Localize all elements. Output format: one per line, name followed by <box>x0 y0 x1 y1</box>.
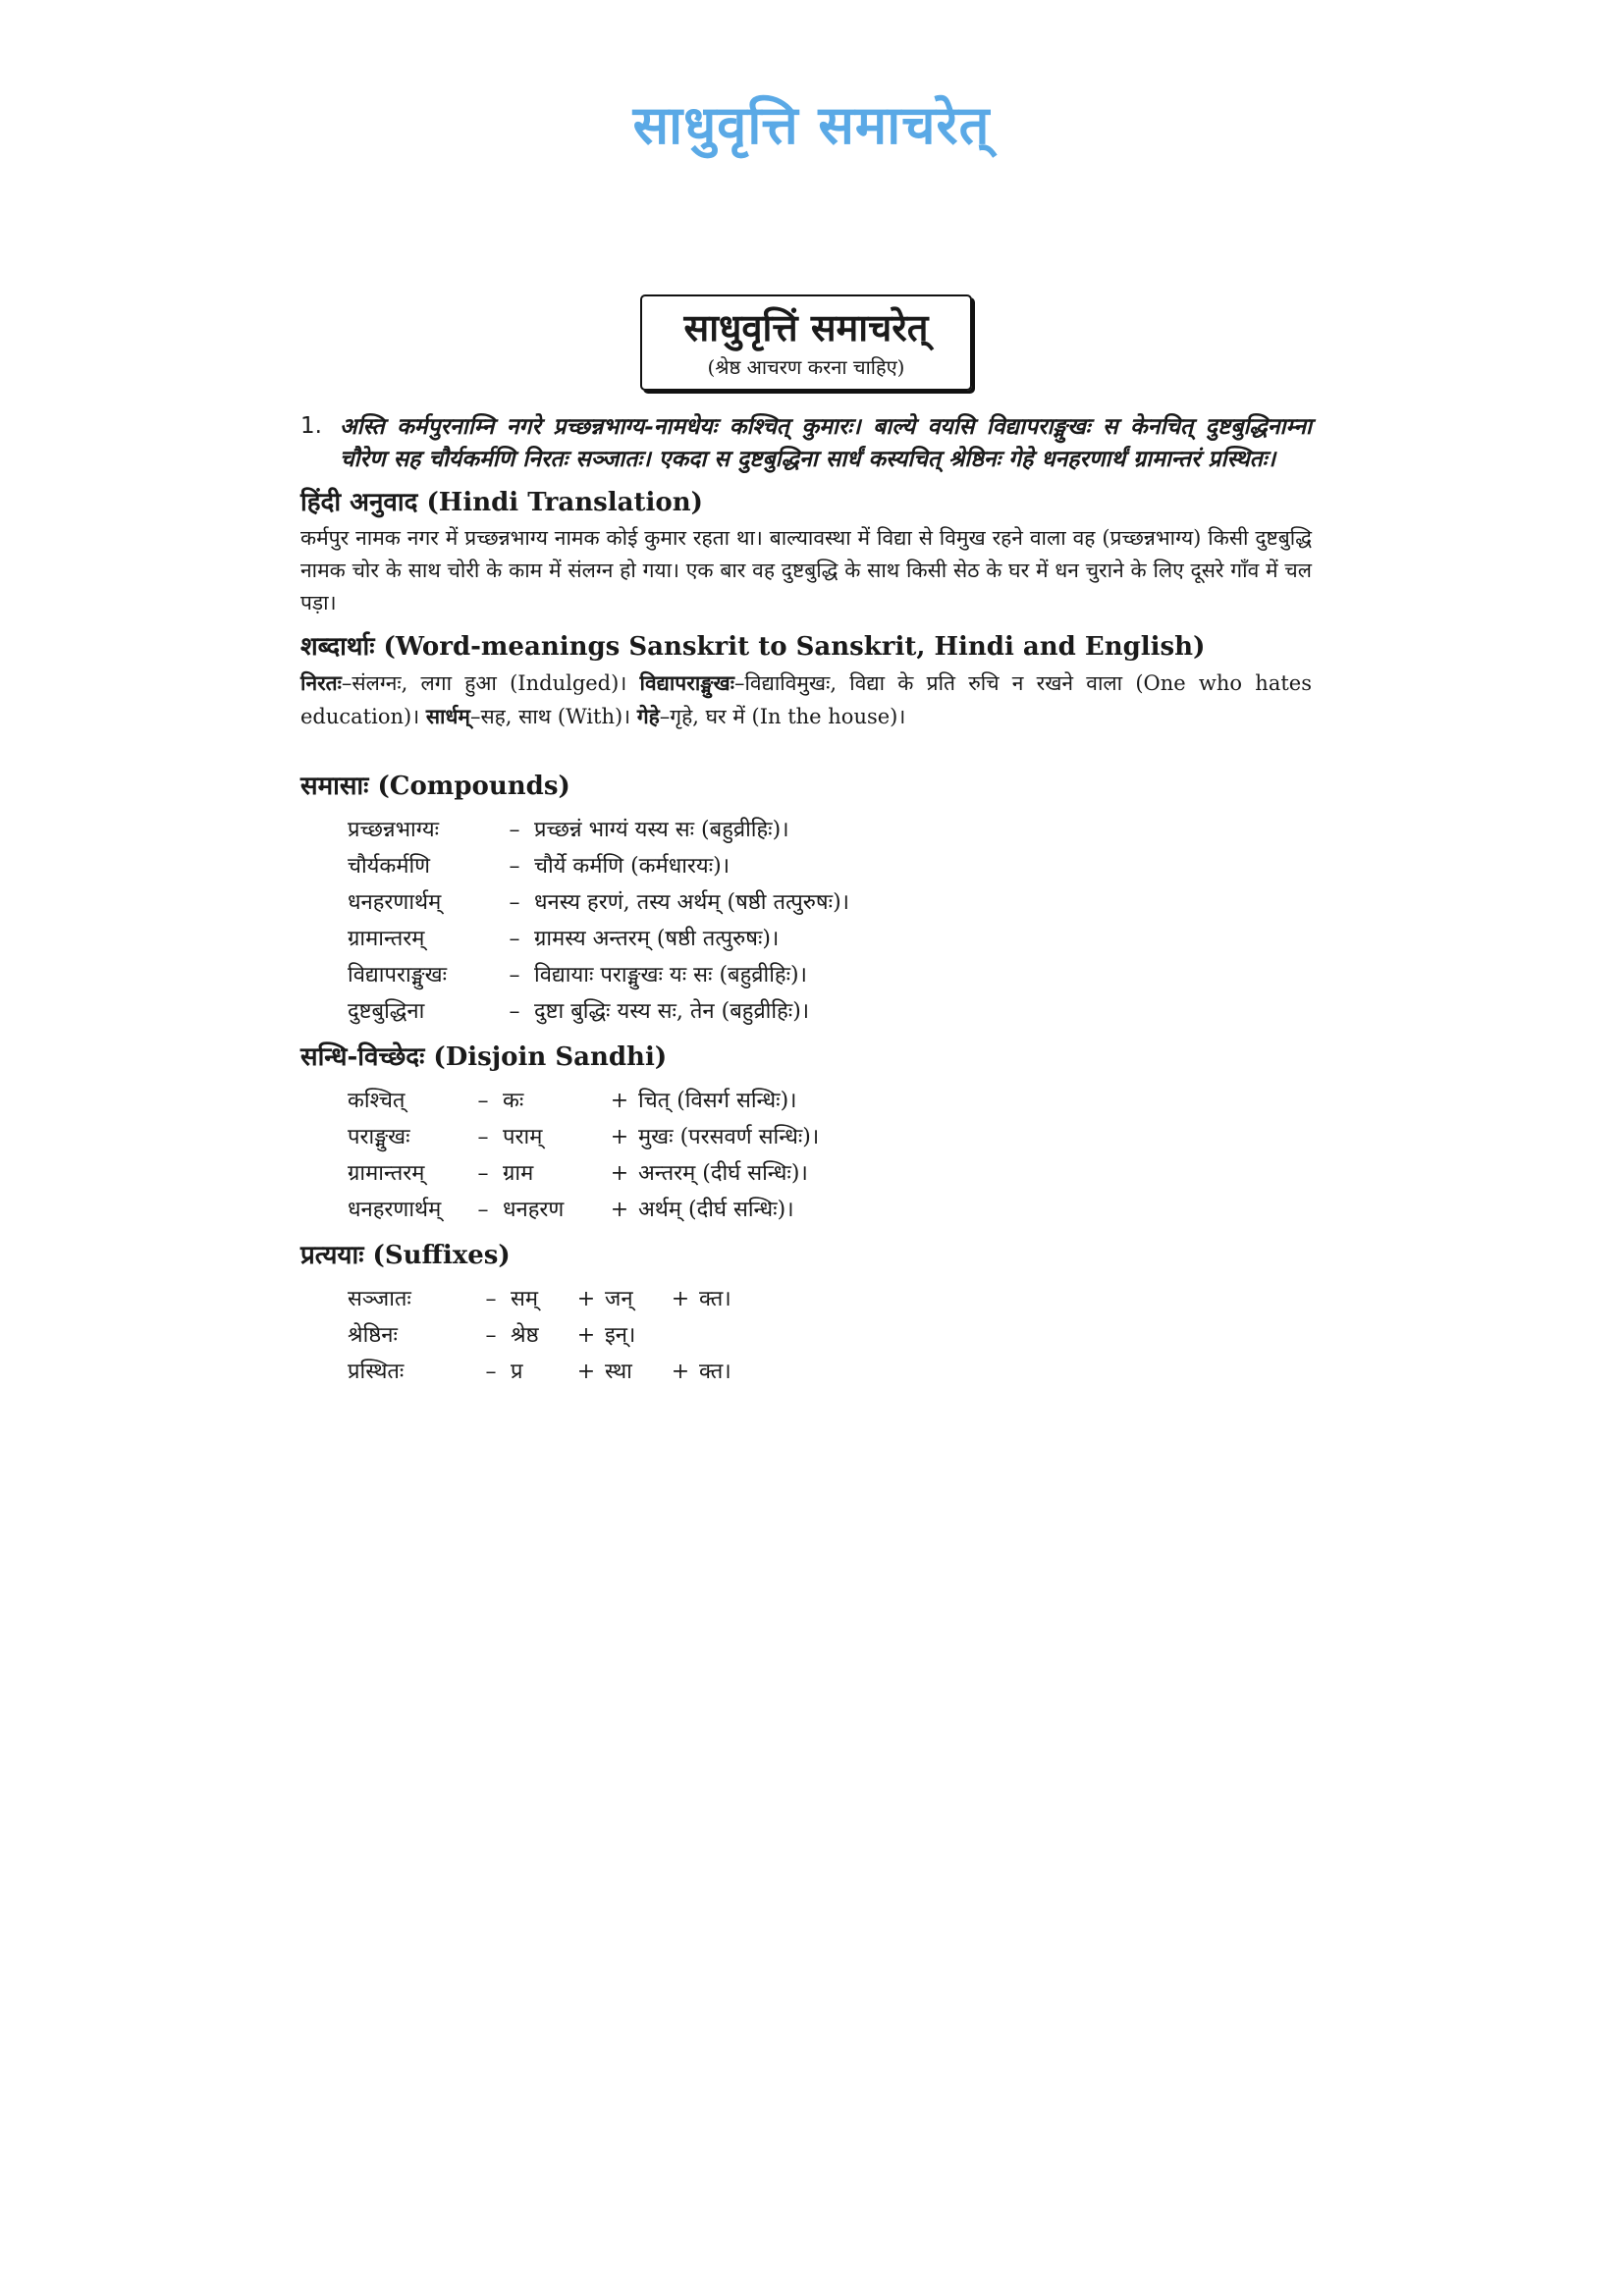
compound-row <box>348 957 1312 993</box>
word-meanings-heading: शब्दार्थाः (Word-meanings Sanskrit to Sanskrit, Hindi and English) <box>300 632 1206 662</box>
suffix-part-c: क्त। <box>699 1287 731 1311</box>
plus-sign: + <box>610 1161 629 1186</box>
suffix-term: प्रस्थितः <box>348 1360 405 1384</box>
dash: – <box>477 1125 489 1149</box>
word-meanings-text <box>300 667 1312 733</box>
sandhi-part-b: मुखः (परसवर्ण सन्धिः)। <box>638 1125 820 1149</box>
sandhi-row <box>348 1083 1312 1119</box>
plus-sign: + <box>610 1089 629 1113</box>
word-term: सार्धम् <box>425 704 470 728</box>
plus-sign: + <box>576 1323 596 1348</box>
compound-term: दुष्टबुद्धिना <box>348 999 425 1024</box>
suffix-term: सञ्जातः <box>348 1287 411 1311</box>
dash: – <box>485 1287 497 1311</box>
sandhi-part-b: चित् (विसर्ग सन्धिः)। <box>638 1089 797 1113</box>
suffixes-list <box>348 1281 1312 1390</box>
sandhi-part-b: अन्तरम् (दीर्घ सन्धिः)। <box>638 1161 808 1186</box>
word-meaning: –गृहे, घर में (In the house)। <box>659 705 906 728</box>
sandhi-row <box>348 1119 1312 1155</box>
translation-text: कर्मपुर नामक नगर में प्रच्छन्नभाग्य नामक कोई कुमार रहता था। बाल्यावस्था में विद्या से विमुख रहने वाला वह (प्रच्छन्नभाग्य) किसी दुष्टबुद्धि नामक चोर के साथ चोरी के काम में संलग्न हो गया। एक बार वह दुष्टबुद्धि के साथ किसी सेठ के घर में धन चुराने के लिए दूसरे गाँव में चल पड़ा। <box>300 526 1312 614</box>
sandhi-term: ग्रामान्तरम् <box>348 1161 425 1186</box>
plus-sign: + <box>671 1360 690 1384</box>
verse-text: अस्ति कर्मपुरनाम्नि नगरे प्रच्छन्नभाग्य-नामधेयः कश्चित् कुमारः। बाल्ये वयसि विद्यापराङ्मुखः स केनचित् दुष्टबुद्धिनाम्ना चौरेण सह चौर्यकर्मणि निरतः सञ्जातः। एकदा स दुष्टबुद्धिना सार्धं कस्यचित् श्रेष्ठिनः गेहे धनहरणार्थं ग्रामान्तरं प्रस्थितः। <box>340 413 1312 472</box>
dash: – <box>477 1198 489 1222</box>
word-term: निरतः <box>300 670 342 695</box>
lesson-title: साधुवृत्तिं समाचरेत् <box>683 305 929 349</box>
plus-sign: + <box>576 1360 596 1384</box>
compound-term: विद्यापराङ्मुखः <box>348 963 448 988</box>
word-term: गेहे <box>636 704 660 728</box>
suffix-part-c: क्त। <box>699 1360 731 1384</box>
sandhi-part-a: ग्राम <box>503 1161 534 1186</box>
suffix-part-a: सम् <box>511 1287 539 1311</box>
dash: – <box>477 1089 489 1113</box>
lesson-subtitle: (श्रेष्ठ आचरण करना चाहिए) <box>707 355 905 379</box>
verse-block <box>300 410 1312 475</box>
word-meaning: –संलग्नः, लगा हुआ (Indulged)। <box>341 671 627 695</box>
lesson-content <box>300 294 1312 1390</box>
plus-sign: + <box>610 1198 629 1222</box>
compound-row <box>348 993 1312 1030</box>
suffix-part-b: स्था <box>605 1360 632 1384</box>
compound-term: चौर्यकर्मणि <box>348 854 431 879</box>
sandhi-part-a: धनहरण <box>503 1198 565 1222</box>
compounds-heading: समासाः (Compounds) <box>300 772 570 801</box>
word-meaning: –विद्याविमुखः, विद्या के प्रति रुचि न रखने वाला (One who hates education)। <box>300 671 1312 728</box>
compound-definition: विद्यायाः पराङ्मुखः यः सः (बहुव्रीहिः)। <box>534 963 807 988</box>
suffix-part-b: इन्। <box>605 1323 636 1348</box>
sandhi-part-b: अर्थम् (दीर्घ सन्धिः)। <box>638 1198 794 1222</box>
compound-row <box>348 848 1312 884</box>
plus-sign <box>662 1317 699 1354</box>
suffix-part-a: प्र <box>511 1360 523 1384</box>
sandhi-row <box>348 1192 1312 1228</box>
compound-definition: दुष्टा बुद्धिः यस्य सः, तेन (बहुव्रीहिः)। <box>534 999 810 1024</box>
sandhi-row <box>348 1155 1312 1192</box>
lesson-title-box <box>640 294 972 391</box>
compound-row <box>348 884 1312 921</box>
word-term: विद्यापराङ्मुखः <box>639 670 734 695</box>
page-heading: साधुवृत्ति समाचरेत् <box>632 94 991 156</box>
compounds-list <box>348 812 1312 1030</box>
dash: – <box>509 927 520 951</box>
sandhi-term: पराङ्मुखः <box>348 1125 410 1149</box>
compound-row <box>348 921 1312 957</box>
plus-sign: + <box>576 1287 596 1311</box>
dash: – <box>509 854 520 879</box>
compound-term: ग्रामान्तरम् <box>348 927 425 951</box>
dash: – <box>485 1323 497 1348</box>
word-meaning: –सह, साथ (With)। <box>469 705 631 728</box>
dash: – <box>509 890 520 915</box>
sandhi-term: धनहरणार्थम् <box>348 1198 442 1222</box>
dash: – <box>509 818 520 842</box>
sandhi-term: कश्चित् <box>348 1089 406 1113</box>
compound-term: धनहरणार्थम् <box>348 890 442 915</box>
compound-definition: ग्रामस्य अन्तरम् (षष्ठी तत्पुरुषः)। <box>534 927 780 951</box>
compound-definition: चौर्ये कर्मणि (कर्मधारयः)। <box>534 854 730 879</box>
dash: – <box>485 1360 497 1384</box>
plus-sign: + <box>610 1125 629 1149</box>
dash: – <box>509 999 520 1024</box>
suffix-part-a: श्रेष्ठ <box>511 1323 539 1348</box>
suffix-term: श्रेष्ठिनः <box>348 1323 398 1348</box>
suffix-row <box>348 1281 1312 1317</box>
sandhi-heading: सन्धि-विच्छेदः (Disjoin Sandhi) <box>300 1042 668 1072</box>
sandhi-part-a: कः <box>503 1089 524 1113</box>
compound-definition: प्रच्छन्नं भाग्यं यस्य सः (बहुव्रीहिः)। <box>534 818 789 842</box>
sandhi-list <box>348 1083 1312 1228</box>
sandhi-part-a: पराम् <box>503 1125 543 1149</box>
dash: – <box>477 1161 489 1186</box>
verse-number: 1. <box>300 413 322 439</box>
suffix-row <box>348 1317 1312 1354</box>
suffix-part-b: जन् <box>605 1287 633 1311</box>
dash: – <box>509 963 520 988</box>
suffix-row <box>348 1354 1312 1390</box>
suffixes-heading: प्रत्ययाः (Suffixes) <box>300 1241 511 1270</box>
compound-row <box>348 812 1312 848</box>
plus-sign: + <box>671 1287 690 1311</box>
compound-term: प्रच्छन्नभाग्यः <box>348 818 440 842</box>
compound-definition: धनस्य हरणं, तस्य अर्थम् (षष्ठी तत्पुरुषः)। <box>534 890 849 915</box>
translation-heading: हिंदी अनुवाद (Hindi Translation) <box>300 488 703 517</box>
